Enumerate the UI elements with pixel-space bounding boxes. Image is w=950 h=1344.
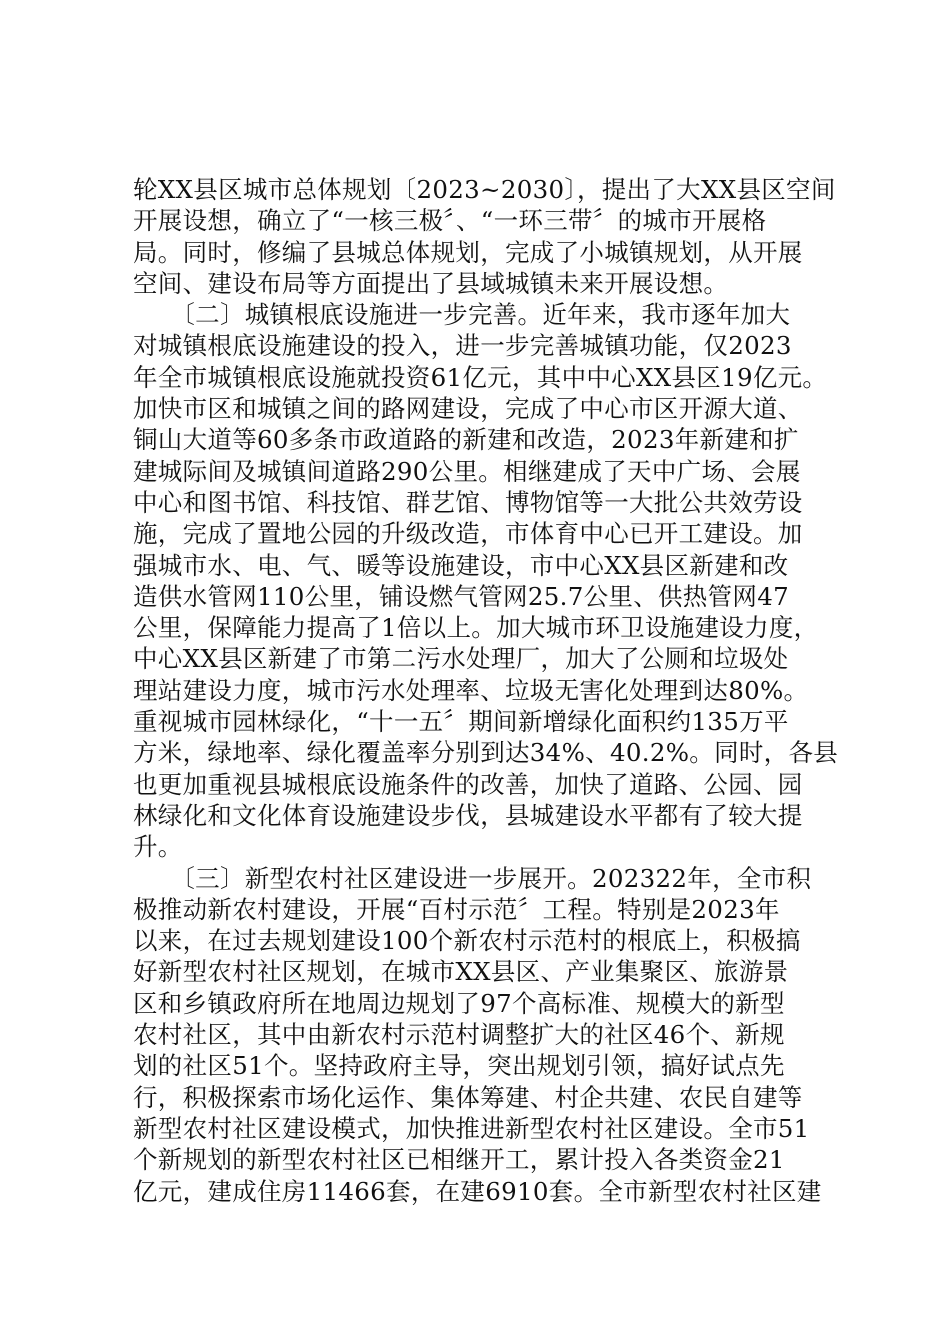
- text-line: 局。同时，修编了县城总体规划，完成了小城镇规划，从开展: [133, 237, 803, 267]
- text-line: 个新规划的新型农村社区已相继开工，累计投入各类资金21: [133, 1145, 785, 1175]
- text-line: 也更加重视县城根底设施条件的改善，加快了道路、公园、园: [133, 769, 803, 799]
- text-line: 极推动新农村建设，开展“百村示范〞工程。特别是2023年: [133, 894, 780, 924]
- text-line: 开展设想，确立了“一核三极〞、“一环三带〞的城市开展格: [133, 206, 767, 236]
- text-line: 铜山大道等60多条市政道路的新建和改造，2023年新建和扩: [133, 425, 799, 455]
- text-line: 林绿化和文化体育设施建设步伐，县城建设水平都有了较大提: [133, 800, 803, 830]
- text-line: 〔三〕新型农村社区建设进一步展开。202322年，全市积: [133, 863, 812, 893]
- text-line: 升。: [133, 832, 183, 862]
- text-line: 新型农村社区建设模式，加快推进新型农村社区建设。全市51: [133, 1113, 810, 1143]
- text-line: 强城市水、电、气、暖等设施建设，市中心XX县区新建和改: [133, 550, 789, 580]
- text-line: 造供水管网110公里，铺设燃气管网25.7公里、供热管网47: [133, 581, 789, 611]
- text-line: 公里，保障能力提高了1倍以上。加大城市环卫设施建设力度，: [133, 613, 819, 643]
- text-line: 轮XX县区城市总体规划〔2023~2030〕，提出了大XX县区空间: [133, 175, 836, 204]
- text-line: 空间、建设布局等方面提出了县域城镇未来开展设想。: [133, 268, 729, 298]
- text-line: 加快市区和城镇之间的路网建设，完成了中心市区开源大道、: [133, 394, 803, 424]
- text-line: 中心XX县区新建了市第二污水处理厂，加大了公厕和垃圾处: [133, 644, 789, 674]
- text-line: 划的社区51个。坚持政府主导，突出规划引领，搞好试点先: [133, 1051, 785, 1081]
- text-line: 行，积极探索市场化运作、集体筹建、村企共建、农民自建等: [133, 1082, 803, 1112]
- text-line: 施，完成了置地公园的升级改造，市体育中心已开工建设。加: [133, 519, 803, 549]
- text-line: 区和乡镇政府所在地周边规划了97个高标准、规模大的新型: [133, 988, 785, 1018]
- text-line: 以来，在过去规划建设100个新农村示范村的根底上，积极搞: [133, 926, 801, 956]
- text-line: 方米，绿地率、绿化覆盖率分别到达34%、40.2%。同时，各县: [133, 738, 839, 768]
- body-text: [133, 174, 839, 1207]
- text-line: 重视城市园林绿化，“十一五〞期间新增绿化面积约135万平: [133, 707, 789, 737]
- text-line: 建城际间及城镇间道路290公里。相继建成了天中广场、会展: [133, 456, 801, 486]
- text-line: 对城镇根底设施建设的投入，进一步完善城镇功能，仅2023: [133, 331, 792, 361]
- text-line: 〔二〕城镇根底设施进一步完善。近年来，我市逐年加大: [133, 300, 791, 330]
- text-line: 理站建设力度，城市污水处理率、垃圾无害化处理到达80%。: [133, 675, 809, 705]
- text-line: 年全市城镇根底设施就投资61亿元，其中中心XX县区19亿元。: [133, 362, 828, 392]
- text-line: 中心和图书馆、科技馆、群艺馆、博物馆等一大批公共效劳设: [133, 487, 803, 517]
- text-line: 农村社区，其中由新农村示范村调整扩大的社区46个、新规: [133, 1020, 785, 1050]
- text-line: 亿元，建成住房11466套，在建6910套。全市新型农村社区建: [133, 1176, 822, 1206]
- text-line: 好新型农村社区规划，在城市XX县区、产业集聚区、旅游景: [133, 957, 789, 987]
